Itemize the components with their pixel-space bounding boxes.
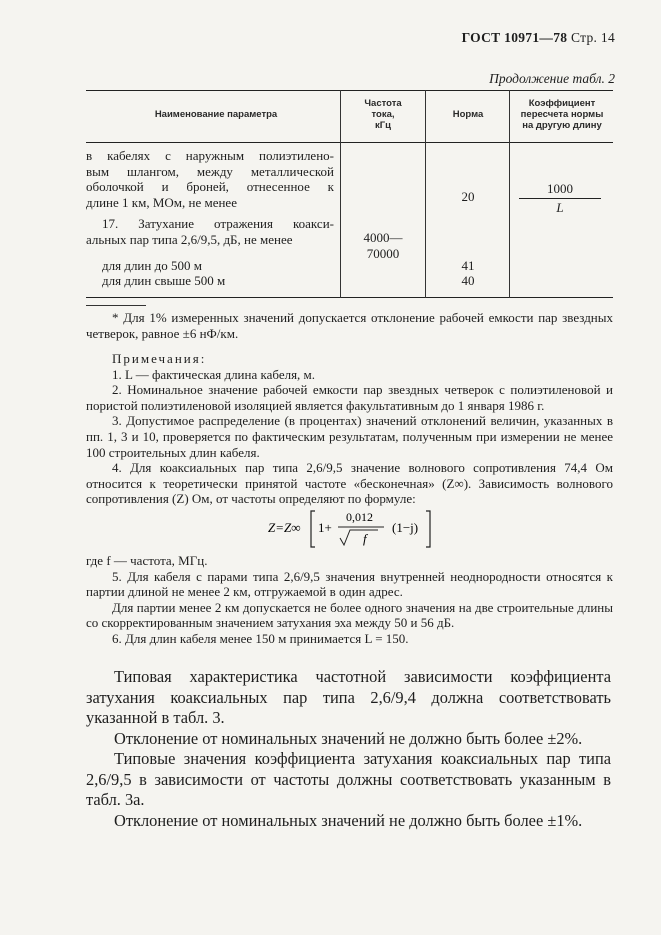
note-4: 4. Для коаксиальных пар типа 2,6/9,5 значение волнового сопротивления 74,4 Ом относится к теоретически принятой частоте «бесконечная» (Z∞). Зависимость волнового сопротивления (Z) Ом, от частоты определяют по формуле: (86, 460, 613, 507)
footnote-rule (86, 305, 146, 306)
page-number: Стр. 14 (571, 30, 615, 45)
note-2: 2. Номинальное значение рабочей емкости пар звездных четверок с полиэтиленовой и пористой полиэтиленовой изоляцией является факультативным до 1 января 1986 г. (86, 382, 613, 413)
impedance-formula (268, 503, 448, 553)
note-1: 1. L — фактическая длина кабеля, м. (112, 366, 316, 382)
row-length-over-500: для длин свыше 500 м (102, 273, 226, 288)
row-length-up-to-500: для длин до 500 м (102, 258, 202, 273)
notes-block-2 (86, 553, 613, 647)
header-frequency: Частота тока, кГц (364, 98, 402, 131)
notes-block (86, 351, 613, 507)
header-parameter-name: Наименование параметра (154, 109, 278, 120)
paragraph-2: Отклонение от номинальных значений не должно быть более ±2%. (114, 728, 583, 748)
table-continuation-label: Продолжение табл. 2 (489, 71, 615, 86)
note-3: 3. Допустимое распределение (в процентах) значений отклонений величин, указанных в пп. 1, 3 и 10, проверяется по фактическим результатам, полученным при измерении не менее 100 строительных длин кабеля. (86, 413, 613, 460)
parameters-table (86, 90, 613, 298)
page-header (462, 30, 615, 46)
formula-graphic (268, 503, 448, 553)
main-text (86, 667, 611, 831)
row-reflection-attenuation-text: 17. Затухание отражения коакси- альных пар типа 2,6/9,5, дБ, не менее (86, 216, 334, 247)
paragraph-1: Типовая характеристика частотной зависимости коэффициента затухания коаксиальных пар типа 2,6/9,4 должна соответствовать указанной в табл. 3. (86, 667, 611, 727)
standard-number: ГОСТ 10971—78 (461, 30, 568, 45)
svg-text:f: f (363, 531, 367, 546)
svg-text:0,012: 0,012 (346, 510, 373, 524)
row-insulation-resistance-coefficient: $\frac{1000}{L}$ (519, 181, 601, 216)
row-insulation-resistance-text: в кабелях с наружным полиэтилено- вым шлангом, между металлической оболочкой и броней, отнесенное к длине 1 км, МОм, не менее (86, 148, 334, 210)
paragraph-4: Отклонение от номинальных значений не должно быть более ±1%. (114, 810, 583, 830)
row-norm-41: 41 (461, 258, 475, 273)
svg-text:1+: 1+ (318, 520, 332, 535)
row-reflection-attenuation-frequency: 4000— 70000 (363, 230, 403, 261)
note-5: 5. Для кабеля с парами типа 2,6/9,5 значения внутренней неоднородности относятся к партии длиной не менее 2 км, отгружаемой в один адрес. (86, 568, 613, 600)
notes-title: Примечания: (112, 351, 207, 366)
paragraph-3: Типовые значения коэффициента затухания коаксиальных пар типа 2,6/9,5 в зависимости от частоты должны соответствовать указанным в табл. 3а. (86, 749, 611, 809)
note-6: 6. Для длин кабеля менее 150 м принимается L = 150. (112, 630, 409, 646)
svg-text:(1−j): (1−j) (392, 520, 419, 535)
row-norm-40: 40 (461, 273, 475, 288)
header-coefficient: Коэффициент пересчета нормы на другую длину (520, 98, 604, 131)
header-norm: Норма (452, 109, 484, 120)
footnote: * Для 1% измеренных значений допускается отклонение рабочей емкости пар звездных четверок, равное ±6 нФ/км. (86, 310, 613, 341)
svg-text:Z=Z∞: Z=Z∞ (268, 520, 301, 535)
formula-where: где f — частота, МГц. (86, 553, 208, 568)
row-insulation-resistance-norm: 20 (461, 189, 475, 204)
note-5b: Для партии менее 2 км допускается не более одного значения на две строительные длины со скорректированным значением затухания эха между 50 и 56 дБ. (86, 599, 613, 631)
